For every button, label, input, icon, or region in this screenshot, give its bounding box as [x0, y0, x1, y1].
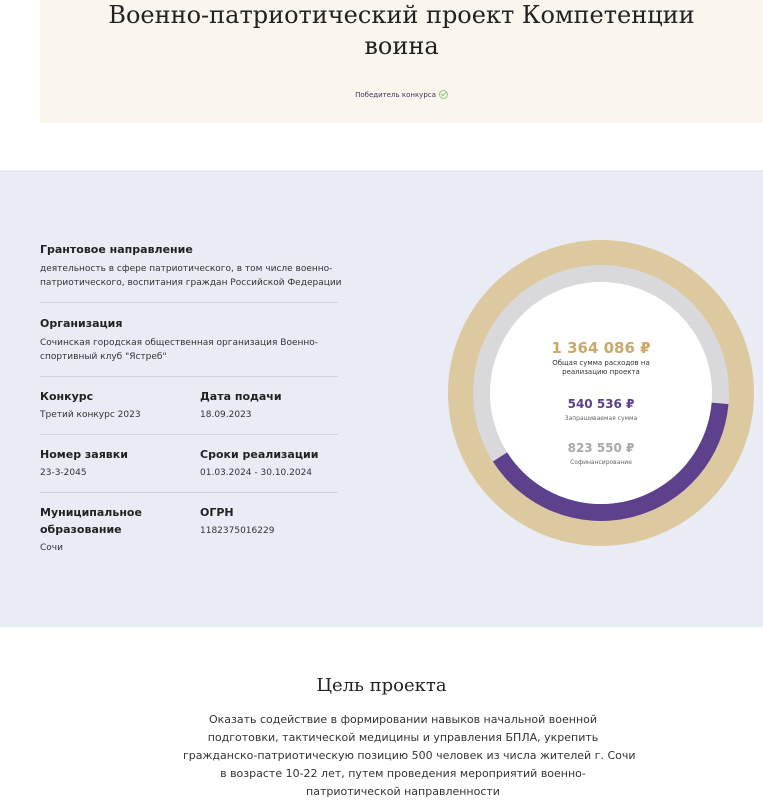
project-title: [40, 0, 763, 62]
check-circle-icon: [439, 90, 448, 99]
grant-direction-value-line2: патриотического, воспитания граждан Российской Федерации: [40, 278, 342, 288]
divider: [40, 376, 338, 377]
goal-text-line1: Оказать содействие в формировании навыков начальной военной: [208, 713, 598, 726]
organization-value-line1: Сочинская городская общественная организация Военно-: [40, 338, 319, 348]
ogrn-value: 1182375016229: [200, 526, 275, 536]
goal-text-line2: подготовки, тактической медицины и управления БПЛА, укрепить: [207, 731, 599, 744]
organization-value-line2: спортивный клуб "Ястреб": [40, 352, 167, 362]
grant-direction-value-line1: деятельность в сфере патриотического, в том числе военно-: [40, 264, 333, 274]
contest-label: Конкурс: [40, 390, 94, 403]
contest-value: Третий конкурс 2023: [40, 410, 141, 420]
grant-direction-label: Грантовое направление: [40, 243, 193, 256]
goal-text-line5: патриотической направленности: [306, 785, 500, 798]
goal-text: [183, 711, 636, 801]
winner-badge: [40, 89, 763, 101]
implementation-period-value: 01.03.2024 - 30.10.2024: [200, 468, 313, 478]
implementation-period-label: Сроки реализации: [200, 448, 319, 461]
budget-total-label-line2: реализацию проекта: [562, 368, 640, 376]
divider: [40, 492, 338, 493]
organization-label: Организация: [40, 317, 123, 330]
municipality-label-line1: Муниципальное: [40, 506, 142, 519]
budget-cofinanced-label: Софинансирование: [570, 459, 632, 466]
municipality-value: Сочи: [40, 543, 63, 553]
winner-label: Победитель конкурса: [355, 91, 436, 99]
municipality-label-line2: образование: [40, 523, 122, 536]
divider: [40, 434, 338, 435]
budget-donut-chart: [448, 240, 754, 546]
goal-title: Цель проекта: [316, 675, 447, 696]
budget-total-label-line1: Общая сумма расходов на: [552, 359, 650, 367]
ogrn-label: ОГРН: [200, 506, 234, 519]
application-number-value: 23-3-2045: [40, 468, 87, 478]
budget-requested-label: Запрашиваемая сумма: [564, 415, 638, 422]
application-number-label: Номер заявки: [40, 448, 128, 461]
budget-total-block: [510, 339, 692, 377]
submission-date-value: 18.09.2023: [200, 410, 252, 420]
donut-center: [490, 282, 712, 504]
budget-cofinanced-value: 823 550 ₽: [567, 441, 635, 455]
submission-date-label: Дата подачи: [200, 390, 282, 403]
budget-total-value: 1 364 086 ₽: [551, 339, 651, 357]
project-title-line2: воина: [364, 32, 439, 60]
divider: [40, 302, 338, 303]
budget-requested-value: 540 536 ₽: [567, 397, 635, 411]
budget-requested-block: [510, 397, 692, 423]
budget-cofinanced-block: [510, 441, 692, 467]
goal-text-line4: в возрасте 10-22 лет, путем проведения мероприятий военно-: [220, 767, 586, 780]
goal-text-line3: гражданско-патриотическую позицию 500 человек из числа жителей г. Сочи: [183, 749, 636, 762]
project-title-line1: Военно-патриотический проект Компетенции: [108, 1, 695, 29]
